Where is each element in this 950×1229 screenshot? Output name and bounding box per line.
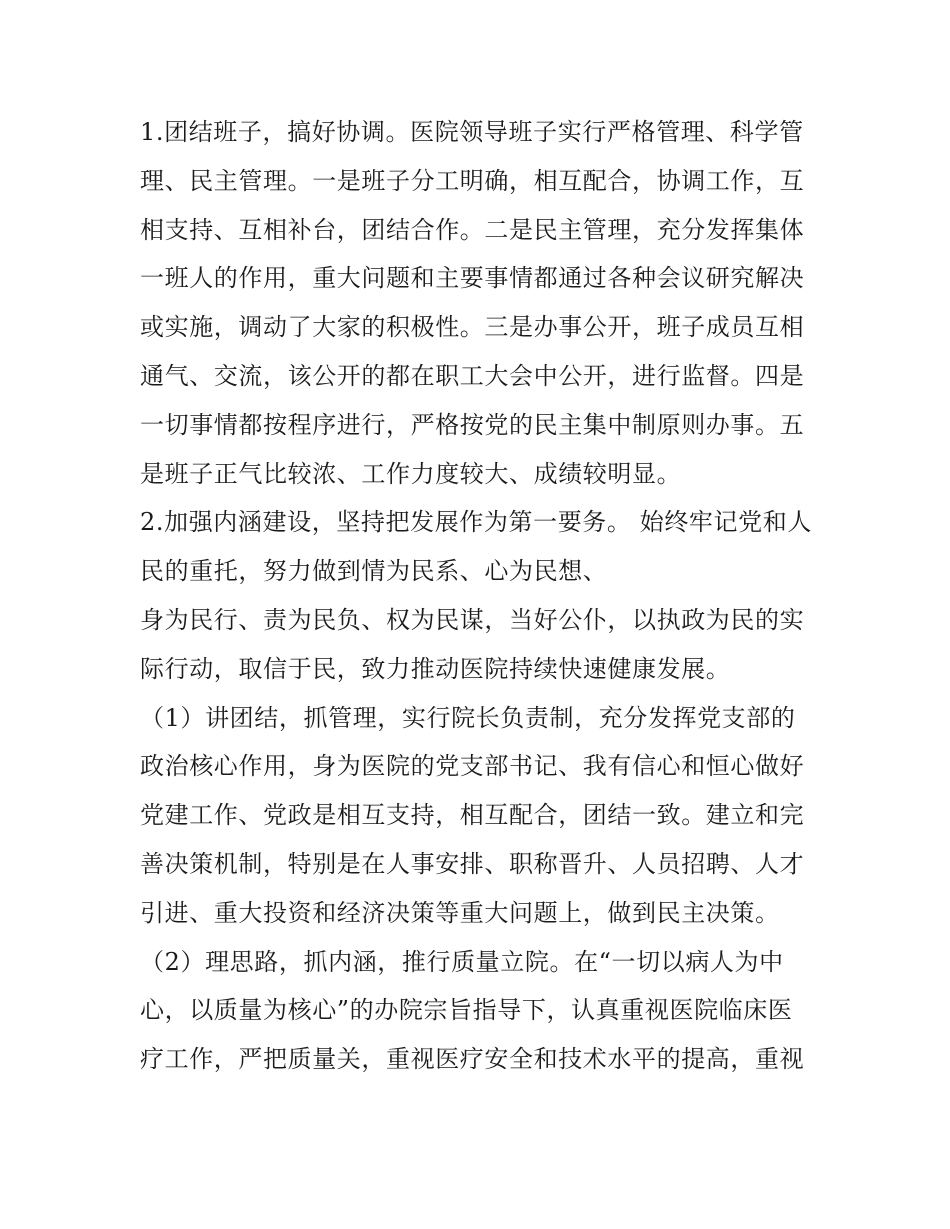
text-line-20: 疗工作，严把质量关，重视医疗安全和技术水平的提高，重视	[140, 1045, 805, 1074]
text-line-1: 1.团结班子，搞好协调。医院领导班子实行严格管理、科学管	[140, 118, 804, 146]
text-line-5: 或实施，调动了大家的积极性。三是办事公开，班子成员互相	[140, 313, 805, 342]
text-line-6: 通气、交流，该公开的都在职工大会中公开，进行监督。四是	[140, 361, 805, 390]
text-line-7: 一切事情都按程序进行，严格按党的民主集中制原则办事。五	[140, 410, 805, 439]
text-line-8: 是班子正气比较浓、工作力度较大、成绩较明显。	[140, 459, 682, 488]
text-line-9: 2.加强内涵建设，坚持把发展作为第一要务。 始终牢记党和人	[140, 508, 812, 537]
text-line-12: 际行动，取信于民，致力推动医院持续快速健康发展。	[140, 654, 731, 683]
text-line-17: 引进、重大投资和经济决策等重大问题上，做到民主决策。	[140, 898, 780, 927]
text-line-2: 理、民主管理。一是班子分工明确，相互配合，协调工作，互	[140, 166, 805, 195]
text-line-3: 相支持、互相补台，团结合作。二是民主管理，充分发挥集体	[140, 215, 805, 244]
text-line-13: （1）讲团结，抓管理，实行院长负责制，充分发挥党支部的	[140, 703, 796, 732]
text-line-16: 善决策机制，特别是在人事安排、职称晋升、人员招聘、人才	[140, 849, 805, 878]
text-line-15: 党建工作、党政是相互支持，相互配合，团结一致。建立和完	[140, 801, 805, 830]
text-line-19: 心，以质量为核心”的办院宗旨指导下，认真重视医院临床医	[140, 996, 793, 1025]
document-body	[140, 108, 820, 1084]
text-line-18: （2）理思路，抓内涵，推行质量立院。在“一切以病人为中	[140, 947, 784, 976]
text-line-4: 一班人的作用，重大问题和主要事情都通过各种会议研究解决	[140, 264, 805, 293]
text-line-11: 身为民行、责为民负、权为民谋，当好公仆，以执政为民的实	[140, 605, 805, 634]
text-line-10: 民的重托，努力做到情为民系、心为民想、	[140, 557, 608, 586]
text-line-14: 政治核心作用，身为医院的党支部书记、我有信心和恒心做好	[140, 752, 805, 781]
